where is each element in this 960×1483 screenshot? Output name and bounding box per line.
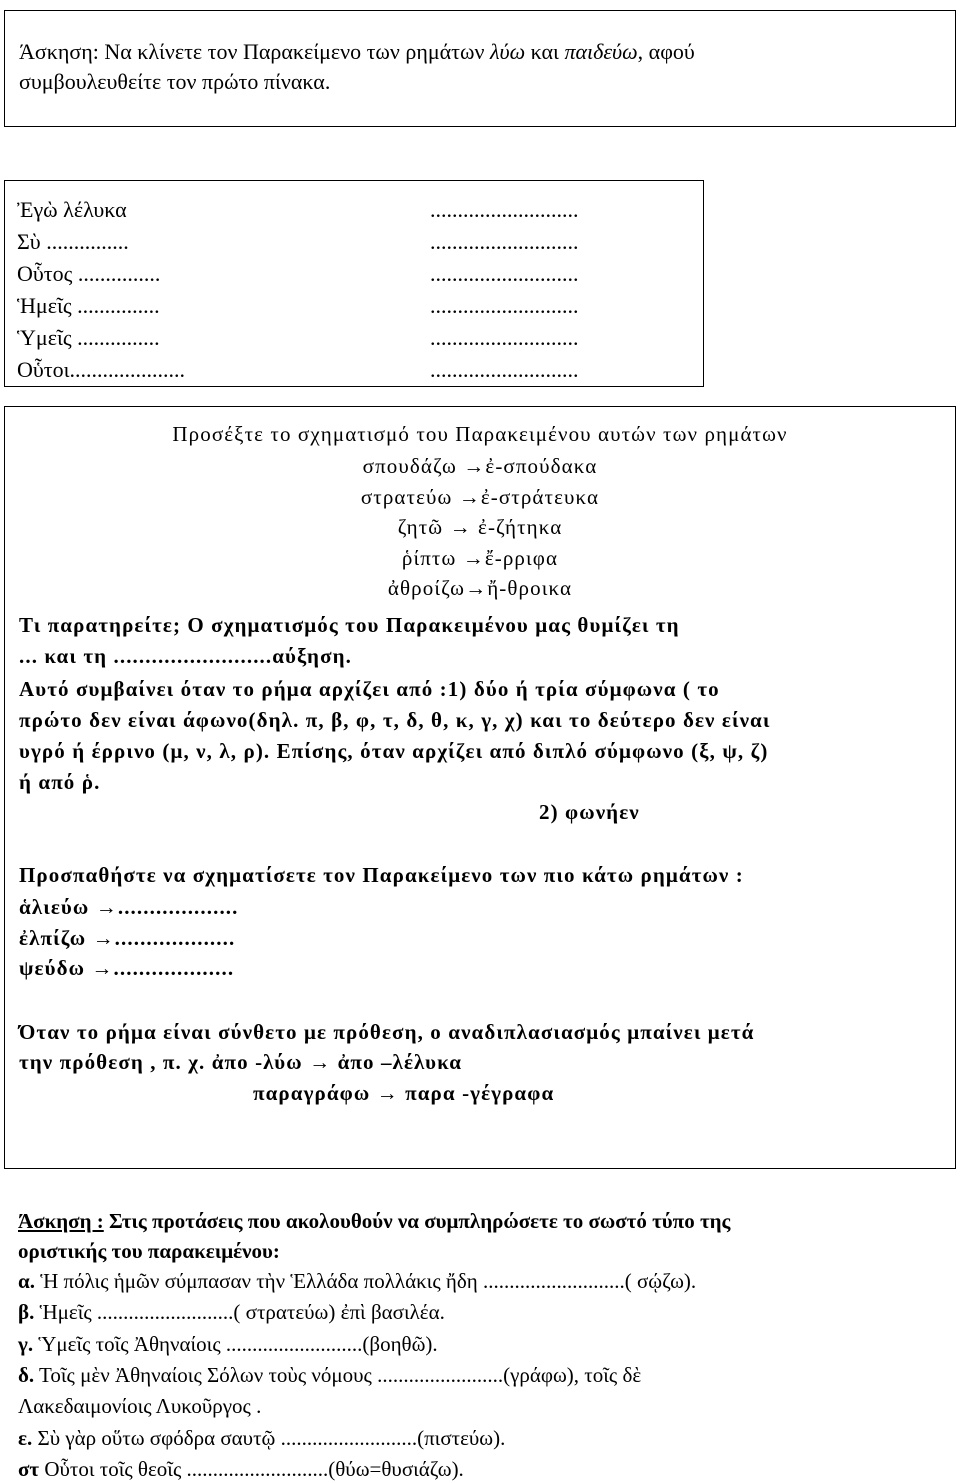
exercise-item bbox=[18, 1456, 464, 1482]
conjugation-blank: ........................... bbox=[430, 293, 579, 318]
try-blank: ................... bbox=[114, 925, 236, 950]
rule-line-4: ή από ῥ. bbox=[19, 770, 101, 794]
item-text: Τοῖς μὲν Ἀθηναίοις Σόλων τοὺς νόμους ........................(γράφω), τοῖς δὲ bbox=[34, 1362, 642, 1387]
perfect-form: ἐ-σπούδακα bbox=[485, 454, 598, 478]
exercise-item bbox=[18, 1393, 261, 1419]
exercise-2-title: Άσκηση : bbox=[18, 1209, 104, 1233]
try-verb: ἐλπίζω bbox=[19, 925, 93, 950]
try-verb: ἁλιεύω bbox=[19, 895, 96, 919]
rule-line-2: πρώτο δεν είναι άφωνο(δηλ. π, β, φ, τ, δ, θ, κ, γ, χ) και το δεύτερο δεν είναι bbox=[19, 708, 771, 732]
conjugation-person: Οὗτοι..................... bbox=[17, 357, 186, 382]
item-label: α. bbox=[18, 1269, 35, 1293]
arrow-icon: → bbox=[376, 1081, 399, 1105]
exercise-item bbox=[18, 1268, 696, 1294]
verb-1: λύω bbox=[489, 39, 526, 64]
rule-line-5: 2) φωνήεν bbox=[539, 800, 640, 824]
try-item bbox=[19, 925, 235, 951]
conjugation-blank: ........................... bbox=[430, 357, 579, 382]
exercise-item bbox=[18, 1425, 505, 1451]
present-form: στρατεύω bbox=[360, 484, 459, 509]
present-form: σπουδάζω bbox=[362, 454, 464, 478]
verb-pair bbox=[5, 514, 955, 540]
item-label: στ bbox=[18, 1456, 40, 1481]
conjugation-person: Οὗτος ............... bbox=[17, 261, 161, 286]
conjugation-blank: ........................... bbox=[430, 197, 579, 222]
perfect-form: ἔ-ρριφα bbox=[484, 545, 559, 570]
arrow-icon: → bbox=[309, 1050, 332, 1074]
conjugation-blank: ........................... bbox=[430, 261, 579, 286]
conjugation-person: Ἡμεῖς ............... bbox=[17, 293, 160, 318]
item-label: ε. bbox=[18, 1425, 33, 1450]
observe-line-2: ... και τη .........................αύξηση. bbox=[19, 644, 352, 668]
rule-line-3: υγρό ή έρρινο (μ, ν, λ, ρ). Επίσης, όταν αρχίζει από διπλό σύμφωνο (ξ, ψ, ζ) bbox=[19, 739, 769, 763]
conjugation-blank: ........................... bbox=[430, 325, 579, 350]
exercise-item bbox=[18, 1331, 438, 1357]
arrow-icon: → bbox=[462, 545, 485, 570]
conjugation-person: Ὑμεῖς ............... bbox=[17, 325, 160, 350]
item-text: Ἡμεῖς ..........................( στρατεύω) ἐπὶ βασιλέα. bbox=[34, 1300, 445, 1325]
arrow-icon: → bbox=[95, 895, 118, 919]
try-blank: ................... bbox=[117, 895, 239, 919]
arrow-icon: → bbox=[465, 576, 488, 600]
exercise-item bbox=[18, 1299, 445, 1325]
item-text: Ἡ πόλις ἡμῶν σύμπασαν τὴν Ἑλλάδα πολλάκις ἤδη ...........................( σῴζω). bbox=[34, 1269, 697, 1293]
rule-line-1: Αυτό συμβαίνει όταν το ρήμα αρχίζει από :1) δύο ή τρία σύμφωνα ( το bbox=[19, 677, 720, 701]
item-text: Οὗτοι τοῖς θεοῖς ...........................(θύω=θυσιάζω). bbox=[39, 1456, 464, 1481]
instruction-line-1: Άσκηση: Να κλίνετε τον Παρακείμενο των ρημάτων λύω και παιδεύω, αφού bbox=[19, 39, 695, 64]
item-text: Ὑμεῖς τοῖς Ἀθηναίοις ..........................(βοηθῶ). bbox=[33, 1331, 438, 1356]
conjugation-blank: ........................... bbox=[430, 229, 579, 254]
verb-pair bbox=[5, 484, 955, 510]
try-item bbox=[19, 894, 239, 920]
try-verb: ψεύδω bbox=[19, 956, 92, 980]
arrow-icon: → bbox=[463, 454, 486, 478]
arrow-icon: → bbox=[449, 515, 472, 539]
item-text: Λακεδαιμονίοις Λυκοῦργος . bbox=[18, 1394, 262, 1419]
compound-line-1: Όταν το ρήμα είναι σύνθετο με πρόθεση, ο αναδιπλασιασμός μπαίνει μετά bbox=[19, 1020, 755, 1044]
arrow-icon: → bbox=[92, 925, 115, 950]
section-heading: Προσέξτε το σχηματισμό του Παρακειμένου αυτών των ρημάτων bbox=[172, 422, 788, 446]
conjugation-person: Ἐγὼ λέλυκα bbox=[17, 197, 127, 222]
perfect-form: ἐ-στράτευκα bbox=[480, 484, 600, 509]
compound-line-3: παραγράφω → παρα -γέγραφα bbox=[253, 1081, 555, 1105]
compound-line-2: την πρόθεση , π. χ. ἀπο -λύω → ἀπο –λέλυκα bbox=[19, 1050, 463, 1074]
verb-2: παιδεύω bbox=[564, 39, 638, 64]
verb-pair bbox=[5, 545, 955, 571]
try-heading: Προσπαθήστε να σχηματίσετε τον Παρακείμενο των πιο κάτω ρημάτων : bbox=[19, 863, 744, 887]
verb-pair bbox=[5, 575, 955, 601]
conjugation-box bbox=[4, 180, 704, 387]
perfect-form: ἤ-θροικα bbox=[487, 576, 573, 600]
arrow-icon: → bbox=[91, 956, 114, 980]
perfect-form: ἐ-ζήτηκα bbox=[471, 515, 563, 539]
exercise-2-instruction-2: οριστικής του παρακειμένου: bbox=[18, 1239, 280, 1263]
instruction-line-2: συμβουλευθείτε τον πρώτο πίνακα. bbox=[19, 69, 331, 94]
present-form: ἀθροίζω bbox=[387, 576, 466, 600]
present-form: ζητῶ bbox=[397, 515, 450, 539]
try-blank: ................... bbox=[113, 956, 235, 980]
arrow-icon: → bbox=[458, 484, 481, 509]
item-label: β. bbox=[18, 1300, 35, 1325]
item-label: γ. bbox=[18, 1331, 34, 1356]
verb-pair bbox=[5, 453, 955, 479]
observe-line: Τι παρατηρείτε; Ο σχηματισμός του Παρακειμένου μας θυμίζει τη bbox=[19, 613, 680, 637]
exercise-item bbox=[18, 1362, 641, 1388]
try-item bbox=[19, 955, 234, 981]
present-form: ῥίπτω bbox=[401, 545, 463, 570]
item-label: δ. bbox=[18, 1362, 35, 1387]
item-text: Σὺ γὰρ οὕτω σφόδρα σαυτῷ ..........................(πιστεύω). bbox=[32, 1425, 506, 1450]
instruction-box bbox=[4, 10, 956, 127]
explanation-box bbox=[4, 406, 956, 1169]
conjugation-person: Σὺ ............... bbox=[17, 229, 129, 254]
exercise-2-instruction: Άσκηση : Στις προτάσεις που ακολουθούν να συμπληρώσετε το σωστό τύπο της bbox=[18, 1209, 731, 1233]
